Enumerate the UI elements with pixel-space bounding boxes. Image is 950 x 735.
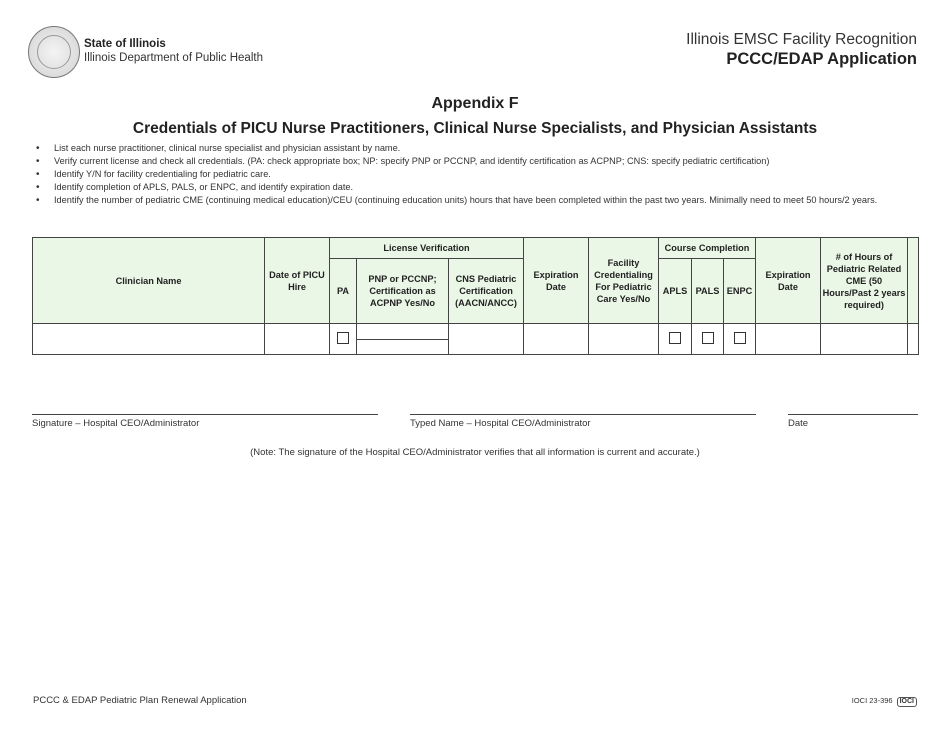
pals-checkbox[interactable] [702,332,714,344]
clinician-name-cell[interactable] [33,324,265,355]
col-date-picu-hire: Date of PICU Hire [265,238,330,324]
instruction-item: • Verify current license and check all credentials. (PA: check appropriate box; NP: specify PNP or PCCNP, and identify certification as ACPNP; CNS: specify pediatric certification) [36,155,896,168]
cns-cell[interactable] [449,324,524,355]
signature-label: Signature – Hospital CEO/Administrator [32,418,200,429]
col-clinician-name: Clinician Name [33,238,265,324]
pnp-field-top[interactable] [357,324,448,340]
verification-note: (Note: The signature of the Hospital CEO/Administrator verifies that all information is current and accurate.) [250,447,700,458]
col-pnp-pccnp: PNP or PCCNP; Certification as ACPNP Yes/No [357,259,449,324]
col-cme-hours: # of Hours of Pediatric Related CME (50 Hours/Past 2 years required) [821,238,908,324]
course-expiration-cell[interactable] [756,324,821,355]
instruction-item: • Identify completion of APLS, PALS, or ENPC, and identify expiration date. [36,181,896,194]
col-enpc: ENPC [724,259,756,324]
col-license-verification: License Verification [330,238,524,259]
col-pa: PA [330,259,357,324]
apls-cell [659,324,692,355]
col-apls: APLS [659,259,692,324]
org-name: State of Illinois [84,38,166,50]
col-cns-certification: CNS Pediatric Certification (AACN/ANCC) [449,259,524,324]
page-title: Appendix F [431,95,519,112]
ioci-logo-icon: IOCI [897,697,917,707]
apls-checkbox[interactable] [669,332,681,344]
pals-cell [692,324,724,355]
instruction-item: • List each nurse practitioner, clinical nurse specialist and physician assistant by name. [36,142,896,155]
instruction-item: • Identify Y/N for facility credentialing for pediatric care. [36,168,896,181]
pnp-cell [357,324,449,355]
footer-form-name: PCCC & EDAP Pediatric Plan Renewal Application [33,695,247,706]
header-program: Illinois EMSC Facility Recognition [686,31,917,48]
enpc-checkbox[interactable] [734,332,746,344]
table-row [33,324,919,355]
col-expiration-date: Expiration Date [524,238,589,324]
instruction-item: • Identify the number of pediatric CME (continuing medical education)/CEU (continuing education units) hours that have been completed within the past two years. Minimally need to meet 50 hours/2 years. [36,194,896,207]
col-facility-credentialing: Facility Credentialing For Pediatric Care Yes/No [589,238,659,324]
signature-line[interactable] [32,414,378,415]
instructions-list [36,142,896,207]
date-label: Date [788,418,809,429]
cme-hours-cell[interactable] [821,324,908,355]
expiration-date-cell[interactable] [524,324,589,355]
footer-form-number [852,696,917,707]
pnp-field-bottom[interactable] [357,340,448,355]
pa-checkbox[interactable] [337,332,349,344]
typed-name-line[interactable] [410,414,756,415]
facility-credentialing-cell[interactable] [589,324,659,355]
extra-cell [908,324,919,355]
date-picu-hire-cell[interactable] [265,324,330,355]
col-course-completion: Course Completion [659,238,756,259]
date-line[interactable] [788,414,918,415]
org-department: Illinois Department of Public Health [84,52,263,64]
col-pals: PALS [692,259,724,324]
enpc-cell [724,324,756,355]
col-extra [908,238,919,324]
typed-name-label: Typed Name – Hospital CEO/Administrator [410,418,591,429]
credentials-table [32,237,919,355]
header-application: PCCC/EDAP Application [726,50,917,68]
state-seal-inner-ring [37,35,71,69]
pa-cell [330,324,357,355]
col-course-expiration-date: Expiration Date [756,238,821,324]
form-number: IOCI 23-396 [851,696,893,705]
page-subtitle: Credentials of PICU Nurse Practitioners, Clinical Nurse Specialists, and Physician Assistants [132,120,818,137]
